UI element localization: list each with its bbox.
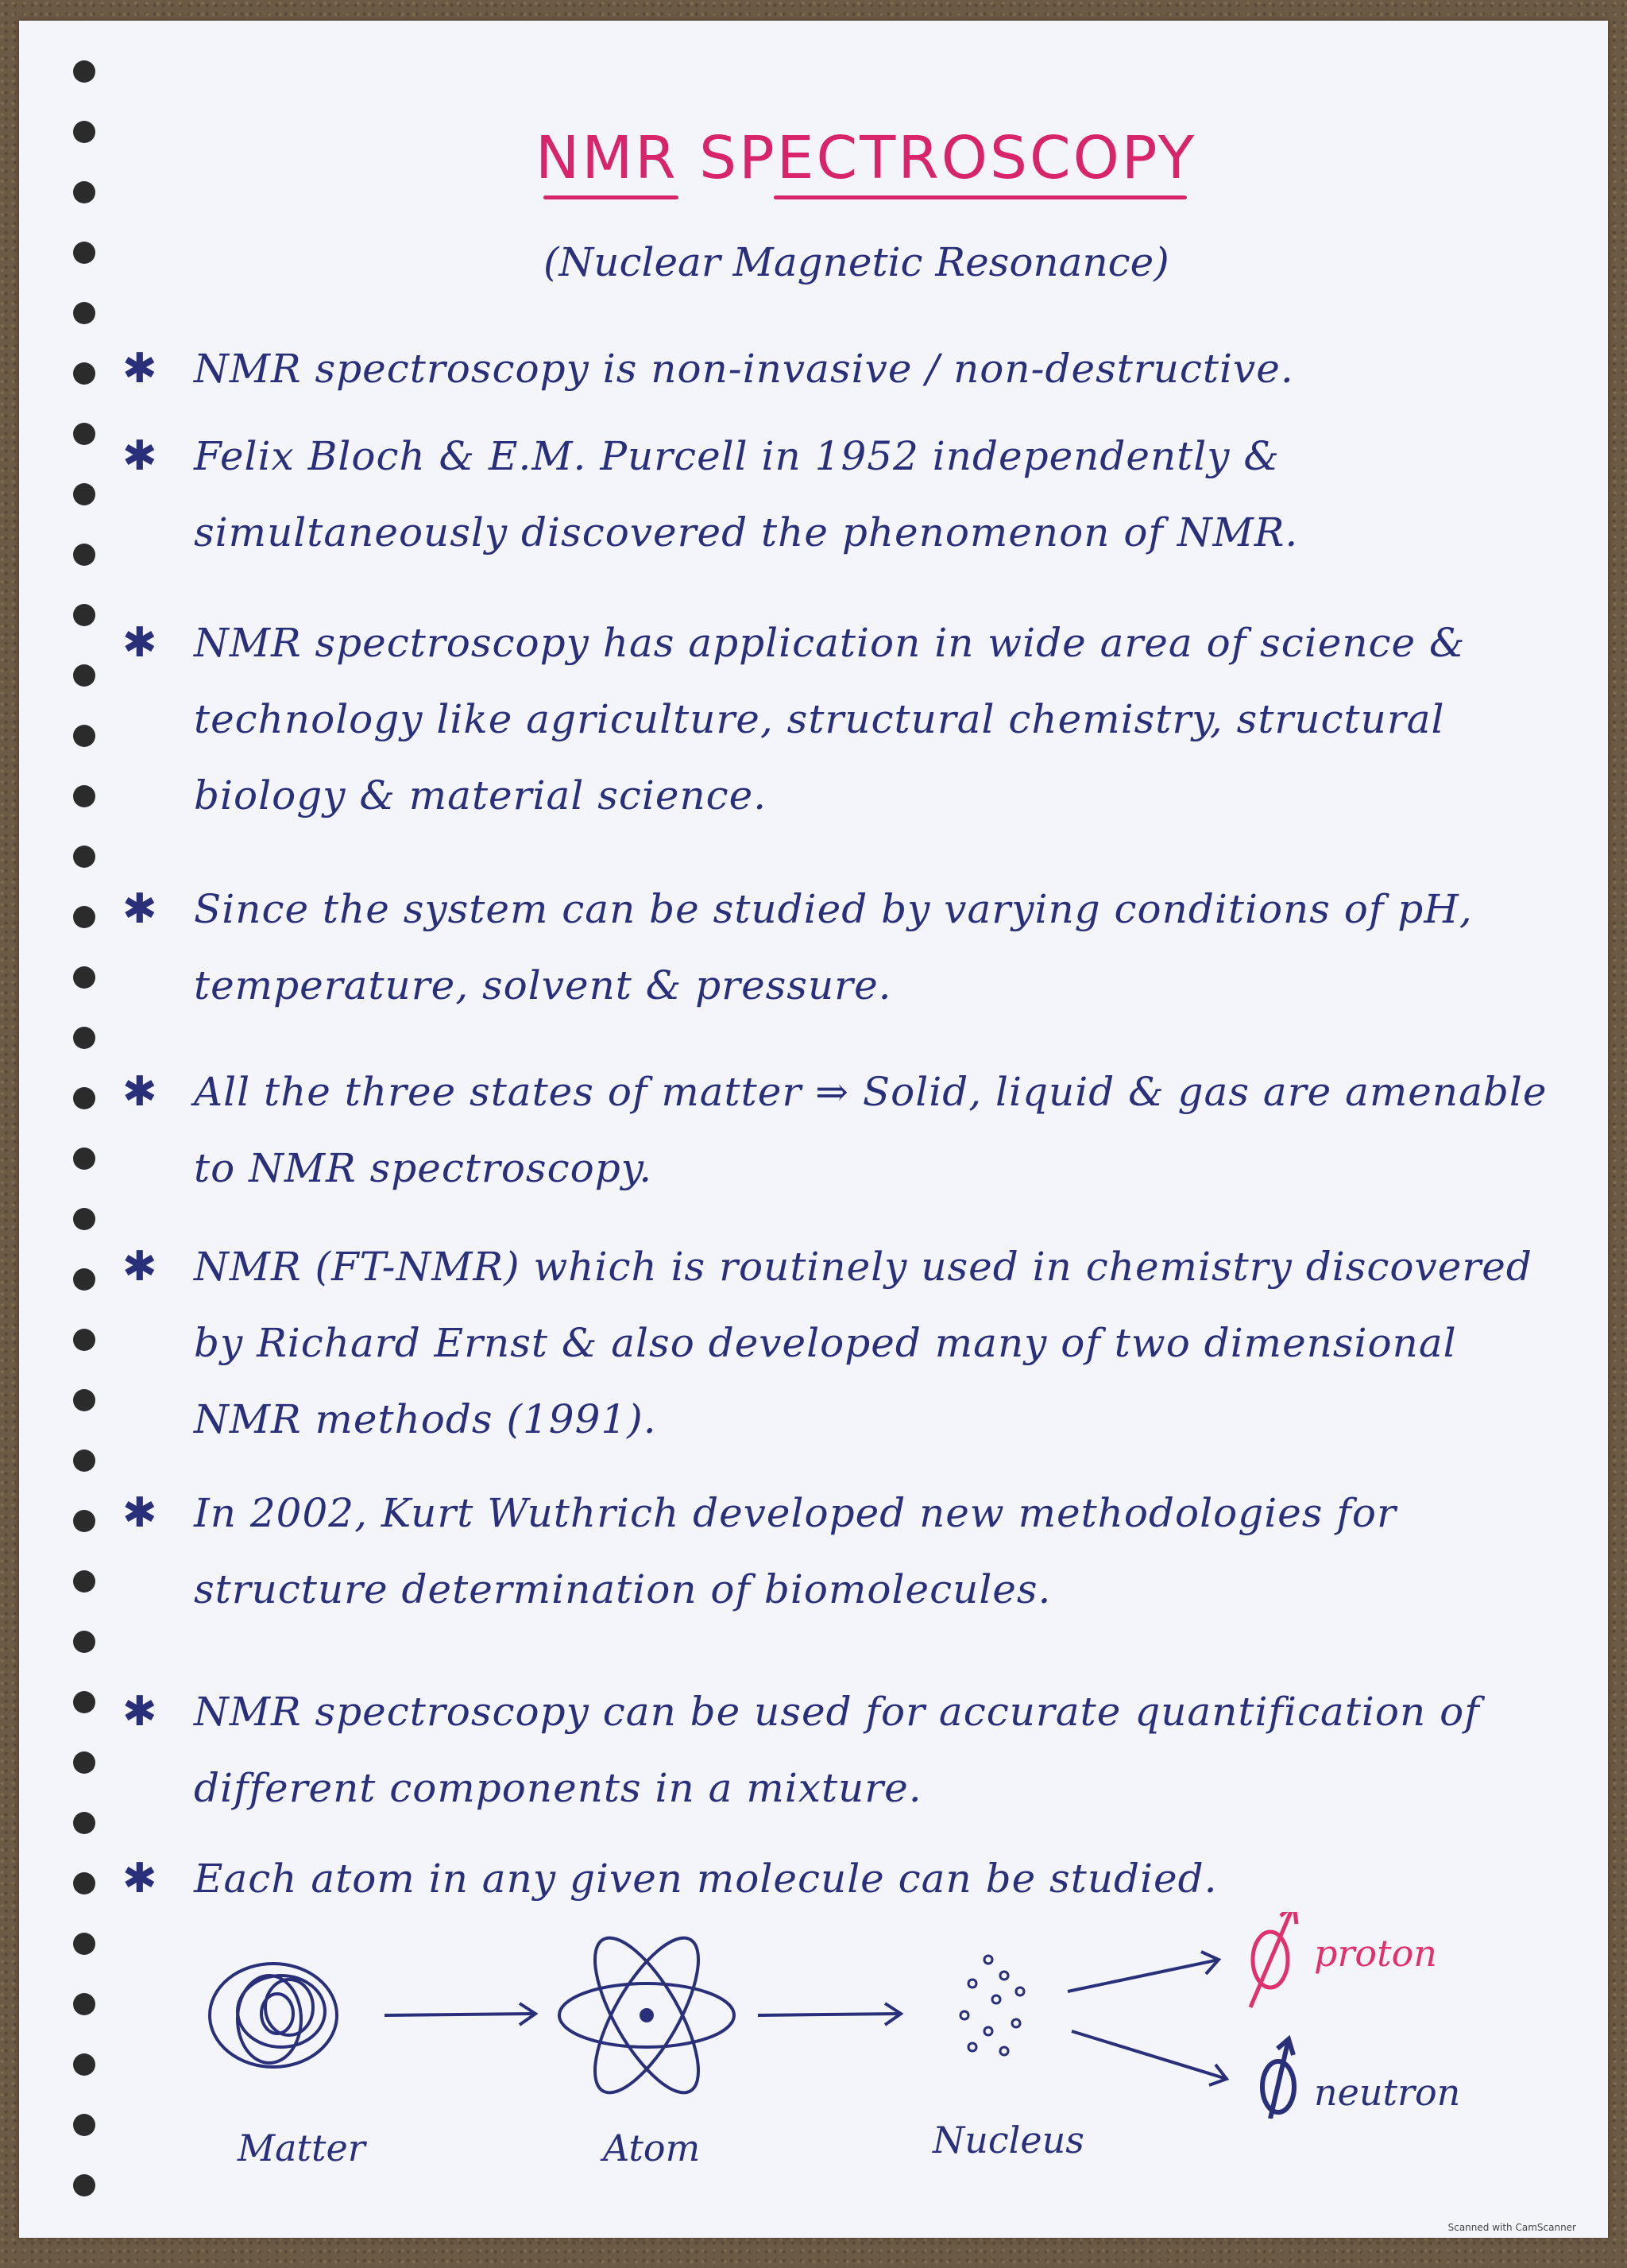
binding-hole-icon [73,1510,95,1532]
binding-hole-icon [73,846,95,868]
binding-hole-icon [73,2114,95,2136]
arrow-icon [385,2003,535,2025]
arrow-icon [758,2003,901,2025]
page-title: NMR SPECTROSCOPY [535,124,1197,192]
notebook-page [19,21,1608,2238]
asterisk-icon: ✱ [122,1489,158,1537]
binding-hole-icon [73,604,95,626]
bullet-text: In 2002, Kurt Wuthrich developed new methodologies for structure determination of biomolecules. [194,1490,1397,1612]
bullet-text: NMR (FT-NMR) which is routinely used in chemistry discovered by Richard Ernst & also developed many of two dimensional NMR methods (1991). [194,1244,1532,1442]
binding-hole-icon [73,1148,95,1170]
asterisk-icon: ✱ [122,1855,158,1902]
binding-hole-icon [73,60,95,83]
binding-hole-icon [73,1691,95,1713]
atom-icon [559,1924,734,2107]
neutron-spin-icon [1262,2039,1294,2119]
binding-hole-icon [73,544,95,566]
title-underline [543,195,678,199]
spiral-holes [73,60,97,2222]
binding-hole-icon [73,1570,95,1593]
asterisk-icon: ✱ [122,619,158,667]
binding-hole-icon [73,483,95,505]
binding-hole-icon [73,121,95,143]
bullet-text: NMR spectroscopy can be used for accurate quantification of different components in a mixture. [194,1689,1480,1811]
matter-scribble-icon [210,1964,337,2067]
page-subtitle: (Nuclear Magnetic Resonance) [543,239,1169,285]
bullet-text: Felix Bloch & E.M. Purcell in 1952 independently & simultaneously discovered the phenomenon of NMR. [194,433,1299,555]
binding-hole-icon [73,181,95,203]
atom-label: Atom [603,2127,701,2169]
binding-hole-icon [73,1087,95,1109]
bullet-text: NMR spectroscopy is non-invasive / non-destructive. [194,346,1294,392]
asterisk-icon: ✱ [122,1688,158,1736]
binding-hole-icon [73,1751,95,1774]
asterisk-icon: ✱ [122,1243,158,1291]
proton-spin-icon [1250,1912,1297,2007]
binding-hole-icon [73,362,95,385]
arrow-icon [1068,1952,1227,2085]
binding-hole-icon [73,1208,95,1230]
binding-hole-icon [73,2174,95,2196]
binding-hole-icon [73,1933,95,1955]
binding-hole-icon [73,966,95,989]
bullet-text: All the three states of matter ⇒ Solid, liquid & gas are amenable to NMR spectroscopy. [194,1069,1548,1191]
binding-hole-icon [73,1812,95,1834]
nucleus-label: Nucleus [933,2119,1084,2162]
binding-hole-icon [73,1993,95,2015]
binding-hole-icon [73,664,95,687]
asterisk-icon: ✱ [122,345,158,393]
matter-label: Matter [238,2127,365,2169]
bullet-text: Since the system can be studied by varying conditions of pH, temperature, solvent & pressure. [194,886,1473,1008]
asterisk-icon: ✱ [122,432,158,480]
binding-hole-icon [73,2053,95,2076]
binding-hole-icon [73,1389,95,1411]
binding-hole-icon [73,1449,95,1472]
binding-hole-icon [73,1329,95,1351]
title-underline [774,195,1187,199]
binding-hole-icon [73,785,95,807]
binding-hole-icon [73,242,95,264]
binding-hole-icon [73,1872,95,1895]
binding-hole-icon [73,1268,95,1291]
binding-hole-icon [73,302,95,324]
binding-hole-icon [73,1631,95,1653]
binding-hole-icon [73,906,95,928]
proton-label: proton [1314,1932,1437,1975]
binding-hole-icon [73,725,95,747]
bullet-text: Each atom in any given molecule can be studied. [194,1856,1218,1902]
matter-to-nucleus-diagram [202,1912,1627,2230]
binding-hole-icon [73,423,95,445]
bullet-text: NMR spectroscopy has application in wide area of science & technology like agriculture, structural chemistry, structural biology & material science. [194,620,1466,819]
asterisk-icon: ✱ [122,885,158,933]
asterisk-icon: ✱ [122,1068,158,1116]
nucleus-particles-icon [960,1956,1024,2055]
binding-hole-icon [73,1027,95,1049]
scanner-watermark: Scanned with CamScanner [1447,2222,1576,2233]
neutron-label: neutron [1314,2071,1461,2114]
